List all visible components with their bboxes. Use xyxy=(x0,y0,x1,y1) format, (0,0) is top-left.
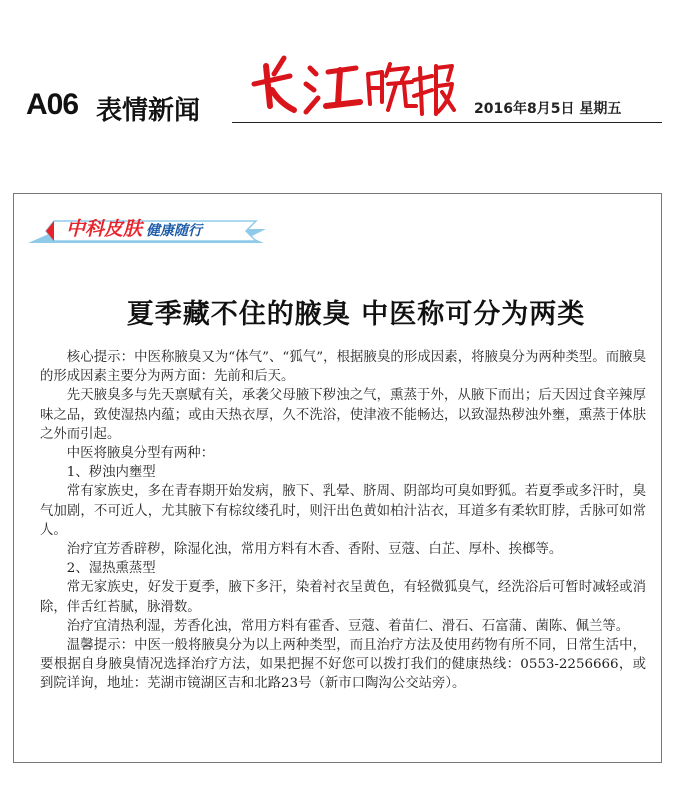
section-name: 表情新闻 xyxy=(96,96,201,126)
paragraph: 中医将腋臭分型有两种： xyxy=(66,446,215,462)
column-banner xyxy=(66,216,202,242)
subheading: 1、秽浊内壅型 xyxy=(66,465,156,481)
article-headline: 夏季藏不住的腋臭 中医称可分为两类 xyxy=(126,299,586,330)
banner-column-name: 健康随行 xyxy=(146,223,203,239)
paragraph: 先天腋臭多与先天禀赋有关，承袭父母腋下秽浊之气，熏蒸于外，从腋下而出；后天因过食辛辣厚味之品，致使湿热内蕴；或由天热衣厚，久不洗浴，使津液不能畅达，以致湿热秽浊外壅，熏蒸于体肤之外而引起。 xyxy=(40,388,646,442)
article-body xyxy=(40,348,646,694)
paragraph: 治疗宜清热利湿，芳香化浊，常用方料有霍香、豆蔻、着苗仁、滑石、石富蒲、菌陈、佩兰等。 xyxy=(66,618,630,634)
header-rule xyxy=(232,122,662,123)
subheading: 2、湿热熏蒸型 xyxy=(66,561,156,577)
paragraph: 治疗宜芳香辟秽，除湿化浊，常用方料有木香、香附、豆蔻、白芷、厚朴、挨榔等。 xyxy=(66,542,563,558)
paragraph: 常有家族史，多在青春期开始发病，腋下、乳晕、脐周、阴部均可臭如野狐。若夏季或多汗时，臭气加剧，不可近人，尤其腋下有棕纹缕孔时，则汗出色黄如柏汁沾衣，耳道多有柔软盯脖，舌脉可如常人。 xyxy=(40,484,646,538)
issue-date: 2016年8月5日 星期五 xyxy=(474,101,622,117)
paragraph: 核心提示：中医称腋臭又为“体气”、“狐气”，根据腋臭的形成因素，将腋臭分为两种类型。而腋臭的形成因素主要分为两方面：先前和后天。 xyxy=(40,350,646,385)
paragraph: 温馨提示：中医一般将腋臭分为以上两种类型，而且治疗方法及使用药物有所不同，日常生活中，要根据自身腋臭情况选择治疗方法，如果把握不好您可以拨打我们的健康热线：0553-2256666，或到院详询，地址：芜湖市镜湖区吉和北路23号（新市口陶沟公交站旁）。 xyxy=(40,638,646,692)
paragraph: 常无家族史，好发于夏季，腋下多汗，染着衬衣呈黄色，有轻微狐臭气，经洗浴后可暂时减轻或消除，伴舌红苔腻，脉滑数。 xyxy=(40,580,646,615)
masthead-logo xyxy=(244,44,459,130)
banner-sponsor: 中科皮肤 xyxy=(66,218,143,240)
page-code: A06 xyxy=(26,88,79,121)
